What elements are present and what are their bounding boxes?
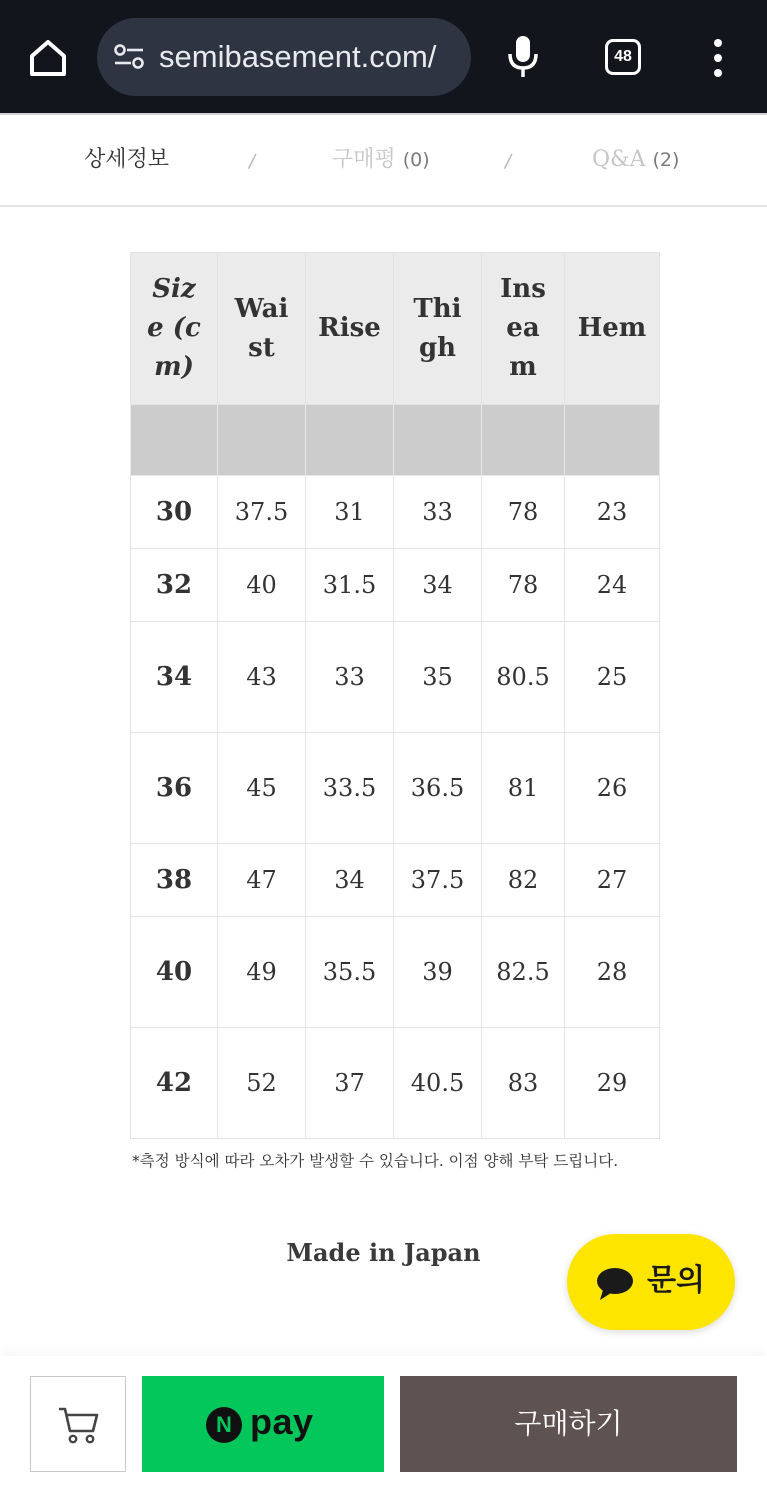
table-row bbox=[131, 476, 660, 549]
tab-qna-count: (2) bbox=[652, 149, 680, 171]
tab-separator: / bbox=[249, 151, 256, 172]
mic-icon[interactable] bbox=[506, 34, 540, 80]
table-cell: 78 bbox=[482, 549, 565, 622]
measurement-note: *측정 방식에 따라 오차가 발생할 수 있습니다. 이점 양해 부탁 드립니다. bbox=[132, 1152, 619, 1170]
inquiry-chat-button[interactable] bbox=[567, 1234, 735, 1330]
npay-button[interactable] bbox=[142, 1376, 384, 1472]
tab-reviews-label: 구매평 bbox=[332, 147, 396, 172]
table-cell: 40.5 bbox=[394, 1028, 482, 1139]
table-cell: 34 bbox=[394, 549, 482, 622]
table-cell: 35 bbox=[394, 622, 482, 733]
table-cell: 83 bbox=[482, 1028, 565, 1139]
table-cell: 31.5 bbox=[306, 549, 394, 622]
npay-logo-icon: N bbox=[206, 1407, 242, 1443]
table-cell: 33.5 bbox=[306, 733, 394, 844]
size-cell: 34 bbox=[131, 622, 218, 733]
table-cell: 78 bbox=[482, 476, 565, 549]
browser-toolbar bbox=[0, 0, 767, 113]
url-text[interactable]: semibasement.com/ bbox=[159, 39, 437, 74]
table-row bbox=[131, 917, 660, 1028]
table-row bbox=[131, 844, 660, 917]
table-cell: 52 bbox=[218, 1028, 306, 1139]
table-row bbox=[131, 549, 660, 622]
size-cell: 32 bbox=[131, 549, 218, 622]
size-cell: 40 bbox=[131, 917, 218, 1028]
purchase-bar bbox=[0, 1356, 767, 1500]
header-size: Size (cm) bbox=[131, 253, 218, 405]
more-vert-icon[interactable] bbox=[708, 38, 728, 78]
cart-button[interactable] bbox=[30, 1376, 126, 1472]
chat-label: 문의 bbox=[647, 1263, 705, 1298]
table-cell: 29 bbox=[565, 1028, 660, 1139]
table-cell: 37 bbox=[306, 1028, 394, 1139]
table-cell: 33 bbox=[394, 476, 482, 549]
table-cell: 40 bbox=[218, 549, 306, 622]
tab-details[interactable] bbox=[84, 145, 169, 175]
table-cell: 25 bbox=[565, 622, 660, 733]
header-rise: Rise bbox=[306, 253, 394, 405]
table-cell: 37.5 bbox=[394, 844, 482, 917]
size-cell: 30 bbox=[131, 476, 218, 549]
table-cell: 33 bbox=[306, 622, 394, 733]
tab-qna[interactable] bbox=[592, 145, 679, 175]
table-cell: 23 bbox=[565, 476, 660, 549]
header-hem: Hem bbox=[565, 253, 660, 405]
table-row bbox=[131, 622, 660, 733]
table-cell: 49 bbox=[218, 917, 306, 1028]
tab-reviews[interactable] bbox=[332, 145, 430, 175]
table-cell: 31 bbox=[306, 476, 394, 549]
table-row bbox=[131, 733, 660, 844]
size-table bbox=[130, 252, 660, 1139]
cart-icon bbox=[57, 1405, 101, 1445]
table-cell: 47 bbox=[218, 844, 306, 917]
tab-details-label: 상세정보 bbox=[84, 147, 170, 172]
table-cell: 37.5 bbox=[218, 476, 306, 549]
tab-reviews-count: (0) bbox=[402, 149, 430, 171]
table-row bbox=[131, 405, 660, 476]
header-waist: Waist bbox=[218, 253, 306, 405]
table-cell: 80.5 bbox=[482, 622, 565, 733]
table-cell: 34 bbox=[306, 844, 394, 917]
table-cell: 36.5 bbox=[394, 733, 482, 844]
table-cell: 82 bbox=[482, 844, 565, 917]
table-cell: 81 bbox=[482, 733, 565, 844]
buy-button[interactable]: 구매하기 bbox=[400, 1376, 737, 1472]
size-cell: 42 bbox=[131, 1028, 218, 1139]
table-cell: 82.5 bbox=[482, 917, 565, 1028]
table-cell: 39 bbox=[394, 917, 482, 1028]
size-cell: 36 bbox=[131, 733, 218, 844]
table-cell: 43 bbox=[218, 622, 306, 733]
tabs-icon[interactable]: 48 bbox=[605, 39, 641, 75]
address-bar[interactable] bbox=[97, 18, 471, 96]
home-icon[interactable] bbox=[26, 36, 70, 80]
table-cell: 35.5 bbox=[306, 917, 394, 1028]
table-cell: 24 bbox=[565, 549, 660, 622]
table-cell: 45 bbox=[218, 733, 306, 844]
table-cell: 27 bbox=[565, 844, 660, 917]
made-in-text: Made in Japan bbox=[286, 1238, 481, 1267]
tab-qna-label: Q&A bbox=[592, 147, 646, 172]
table-cell: 26 bbox=[565, 733, 660, 844]
header-thigh: Thigh bbox=[394, 253, 482, 405]
npay-label: pay bbox=[250, 1401, 314, 1442]
site-settings-icon[interactable] bbox=[113, 42, 145, 72]
chat-bubble-icon bbox=[595, 1266, 635, 1302]
size-cell: 38 bbox=[131, 844, 218, 917]
table-row bbox=[131, 1028, 660, 1139]
header-inseam: Inseam bbox=[482, 253, 565, 405]
product-tabs bbox=[0, 113, 767, 207]
tab-separator: / bbox=[505, 151, 512, 172]
table-cell: 28 bbox=[565, 917, 660, 1028]
